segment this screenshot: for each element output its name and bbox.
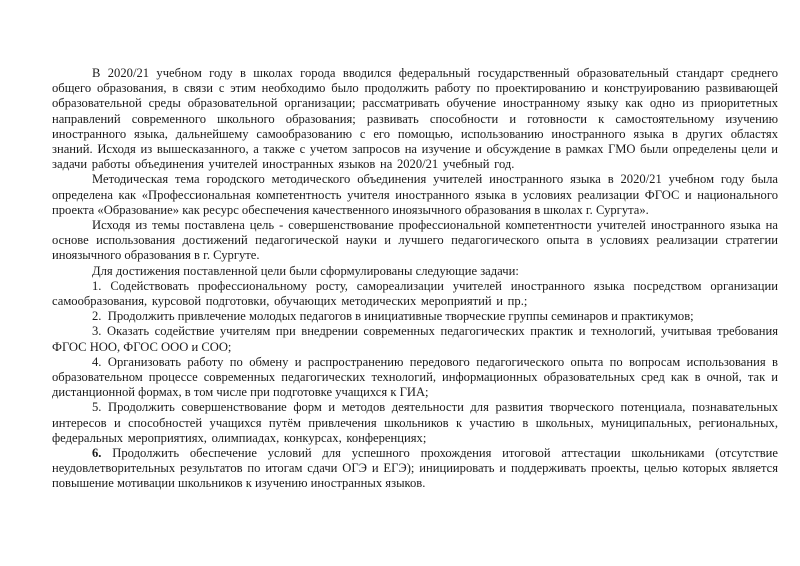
task-item-4 [52,355,778,401]
task-number: 2. [92,309,102,324]
document-page [52,66,778,492]
task-number: 4. [92,354,102,369]
task-text: Продолжить привлечение молодых педагогов в инициативные творческие группы семинаров и практикумов; [107,309,694,324]
task-text: Оказать содействие учителям при внедрении современных педагогических практик и технологий, учитывая требования ФГОС НОО, ФГОС ООО и СОО; [52,324,778,354]
methodical-theme-paragraph: Методическая тема городского методического объединения учителей иностранного языка в 2020/21 учебном году была определена как «Профессиональная компетентность учителя иностранного языка в условиях реализации ФГОС и национального проекта «Образование» как ресурс обеспечения качественного иноязычного образования в школах г. Сургута». [52,172,778,217]
task-text: Организовать работу по обмену и распространению передового педагогического опыта по вопросам использования в образовательном процессе современных педагогических технологий, информационных образовательных сред как в очной, так и дистанционной формах, в том числе при подготовке учащихся к ГИА; [52,354,778,400]
task-item-2 [52,309,778,324]
tasks-list [52,279,778,492]
task-text: Продолжить совершенствование форм и методов деятельности для развития творческого потенциала, познавательных интересов и способностей учащихся путём привлечения школьников к участию в школьных, муниципальных, региональных, федеральных мероприятиях, олимпиадах, конкурсах, конференциях; [52,400,778,445]
goal-paragraph: Исходя из темы поставлена цель - совершенствование профессиональной компетентности учителей иностранного языка на основе использования достижений педагогической науки и лучшего педагогического опыта в условиях реализации стратегии иноязычного образования в г. Сургуте. [52,218,778,263]
task-item-6 [52,446,778,492]
task-text: Продолжить обеспечение условий для успешного прохождения итоговой аттестации школьниками (отсутствие неудовлетворительных результатов по итогам сдачи ОГЭ и ЕГЭ); инициировать и поддерживать проекты, целью которых является повышение мотивации школьников к изучению иностранных языков. [52,446,778,491]
tasks-intro-paragraph: Для достижения поставленной цели были сформулированы следующие задачи: [92,263,519,278]
task-item-1 [52,279,778,309]
task-item-5 [52,400,778,446]
task-number: 3. [92,324,102,339]
task-text: Содействовать профессиональному росту, самореализации учителей иностранного языка посредством организации самообразования, курсовой подготовки, обучающих методических мероприятий и пр.; [52,278,778,309]
intro-paragraph: В 2020/21 учебном году в школах города вводился федеральный государственный образовательный стандарт среднего общего образования, в связи с этим необходимо было продолжить работу по проектированию и конструированию развивающей образовательной среды образовательной организации; рассматривать обучение иностранному языку как одно из приоритетных направлений современного школьного образования; развивать способности и готовности к самостоятельному изучению иностранного языка, дальнейшему самообразованию с его помощью, использованию иностранного языка в других областях знаний. Исходя из вышесказанного, а также с учетом запросов на изучение и обсуждение в рамках ГМО были определены цели и задачи работы объединения учителей иностранных языков на 2020/21 учебный год. [52,66,778,172]
task-number: 1. [92,278,102,293]
task-item-3 [52,324,778,354]
task-number: 6. [92,446,102,461]
task-number: 5. [92,400,102,415]
